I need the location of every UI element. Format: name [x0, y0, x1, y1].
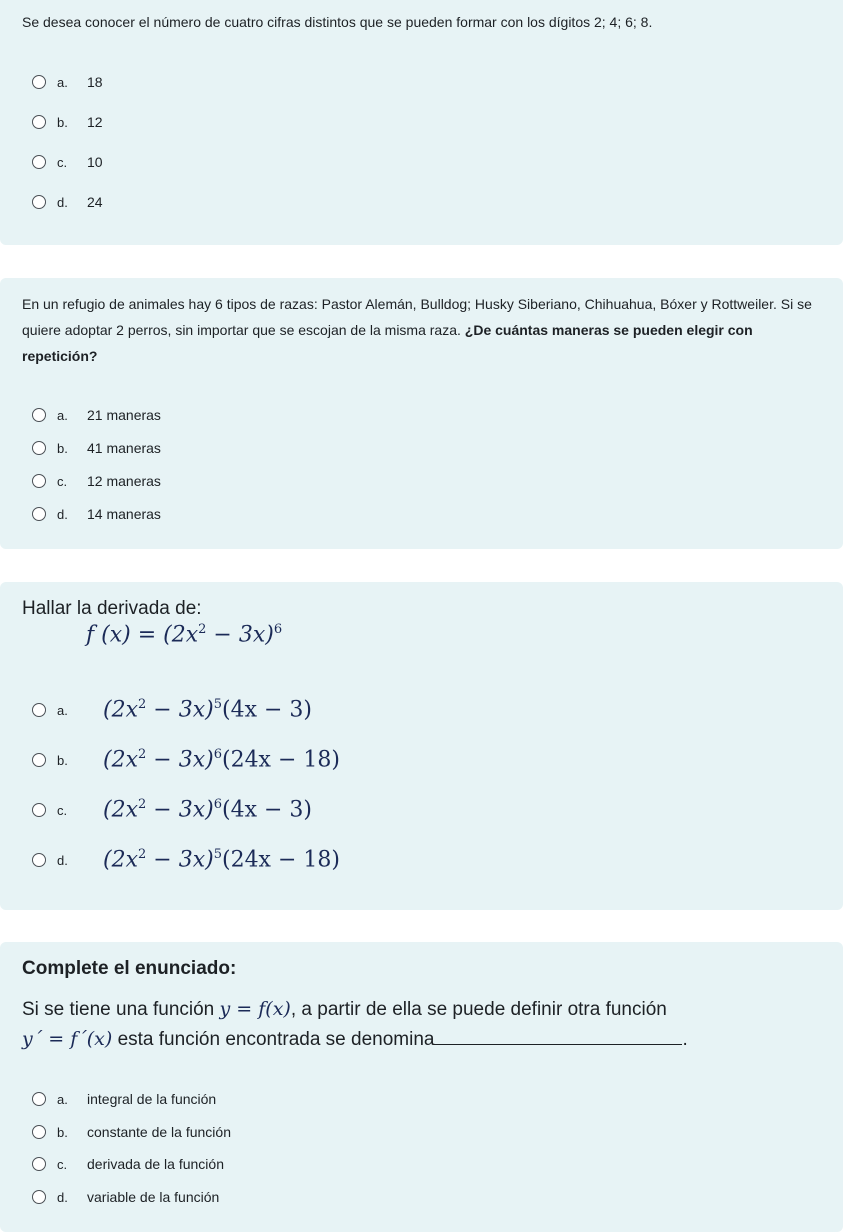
- radio-button[interactable]: [32, 803, 46, 817]
- radio-button[interactable]: [32, 155, 46, 169]
- line2-text: esta función encontrada se denomina: [112, 1029, 435, 1050]
- function-exponent: 6: [273, 622, 283, 637]
- option-c[interactable]: [32, 151, 103, 173]
- option-factor: (24x − 18): [221, 847, 340, 873]
- question-heading: Hallar la derivada de:: [22, 598, 202, 619]
- option-a[interactable]: [32, 404, 161, 426]
- question-text-bold: ¿De cuántas maneras se pueden elegir con repetición?: [22, 322, 753, 364]
- radio-button[interactable]: [32, 1125, 46, 1139]
- radio-button[interactable]: [32, 853, 46, 867]
- radio-button[interactable]: [32, 1157, 46, 1171]
- option-d[interactable]: [32, 191, 103, 213]
- option-text: 41 maneras: [87, 440, 161, 456]
- option-c[interactable]: [32, 792, 312, 828]
- option-exponent: 5: [213, 847, 222, 863]
- option-text: constante de la función: [87, 1124, 231, 1140]
- option-b[interactable]: [32, 1121, 231, 1143]
- function-label: f (x) =: [86, 622, 164, 648]
- question-card-4: [0, 942, 843, 1232]
- option-expression: $(2x^2 - 3x)^6(4x - 3)$: [103, 797, 312, 823]
- function-square: 2: [198, 622, 207, 637]
- option-a[interactable]: [32, 692, 312, 728]
- function-expression: [86, 622, 282, 647]
- option-b[interactable]: [32, 437, 161, 459]
- option-d[interactable]: [32, 842, 340, 878]
- radio-button[interactable]: [32, 753, 46, 767]
- question-text: [22, 291, 825, 369]
- option-letter: b.: [57, 1124, 68, 1140]
- line1-text-b: , a partir de ella se puede definir otra función: [290, 999, 667, 1020]
- heading-text: Complete el enunciado:: [22, 958, 237, 979]
- option-expression: $(2x^2 - 3x)^5(24x - 18)$: [103, 847, 340, 873]
- option-factor: (24x − 18): [221, 747, 340, 773]
- option-letter: c.: [57, 1156, 68, 1172]
- line2-end: .: [682, 1029, 688, 1050]
- radio-button[interactable]: [32, 195, 46, 209]
- radio-button[interactable]: [32, 1190, 46, 1204]
- option-b[interactable]: [32, 742, 340, 778]
- option-text: 14 maneras: [87, 506, 161, 522]
- option-letter: a.: [57, 407, 68, 423]
- radio-button[interactable]: [32, 408, 46, 422]
- option-text: derivada de la función: [87, 1156, 224, 1172]
- option-factor: (4x − 3): [221, 797, 312, 823]
- option-letter: d.: [57, 506, 68, 522]
- radio-button[interactable]: [32, 703, 46, 717]
- question-card-2: [0, 278, 843, 549]
- option-c[interactable]: [32, 1153, 224, 1175]
- question-card-3: [0, 582, 843, 910]
- option-letter: c.: [57, 802, 68, 818]
- question-text: Se desea conocer el número de cuatro cifras distintos que se pueden formar con los dígitos 2; 4; 6; 8.: [22, 14, 653, 30]
- radio-button[interactable]: [32, 1092, 46, 1106]
- option-expression: $(2x^2 - 3x)^5(4x - 3)$: [103, 697, 312, 723]
- question-line-1: [22, 996, 825, 1023]
- function-mid: − 3x): [206, 622, 274, 648]
- option-text: 24: [87, 194, 103, 210]
- option-letter: b.: [57, 114, 68, 130]
- line1-math: y = f(x): [219, 998, 291, 1020]
- question-heading: [22, 956, 825, 982]
- option-a[interactable]: [32, 1088, 216, 1110]
- radio-button[interactable]: [32, 474, 46, 488]
- option-expression: $(2x^2 - 3x)^6(24x - 18)$: [103, 747, 340, 773]
- option-exponent: 5: [213, 697, 222, 713]
- line1-text-a: Si se tiene una función: [22, 999, 220, 1020]
- question-line-2: [22, 1026, 825, 1053]
- option-a[interactable]: [32, 71, 103, 93]
- radio-button[interactable]: [32, 115, 46, 129]
- option-b[interactable]: [32, 111, 103, 133]
- answer-blank: [434, 1030, 682, 1045]
- option-text: 12: [87, 114, 103, 130]
- option-text: 21 maneras: [87, 407, 161, 423]
- question-text-plain: En un refugio de animales hay 6 tipos de razas: Pastor Alemán, Bulldog; Husky Siberiano, Chihuahua, Bóxer y Rottweiler. Si se quiere adoptar 2 perros, sin importar que se escojan de la misma raza.: [22, 296, 812, 338]
- option-letter: b.: [57, 752, 68, 768]
- radio-button[interactable]: [32, 441, 46, 455]
- option-d[interactable]: [32, 1186, 219, 1208]
- option-factor: (4x − 3): [221, 697, 312, 723]
- option-letter: a.: [57, 702, 68, 718]
- option-letter: c.: [57, 473, 68, 489]
- option-letter: d.: [57, 194, 68, 210]
- option-d[interactable]: [32, 503, 161, 525]
- option-c[interactable]: [32, 470, 161, 492]
- option-text: integral de la función: [87, 1091, 217, 1107]
- option-letter: d.: [57, 852, 68, 868]
- option-exponent: 6: [213, 747, 222, 763]
- radio-button[interactable]: [32, 75, 46, 89]
- option-letter: b.: [57, 440, 68, 456]
- question-card-1: [0, 0, 843, 245]
- option-letter: a.: [57, 74, 68, 90]
- radio-button[interactable]: [32, 507, 46, 521]
- option-text: variable de la función: [87, 1189, 220, 1205]
- option-text: 12 maneras: [87, 473, 161, 489]
- option-text: 18: [87, 74, 103, 90]
- line2-math: y´ = f´(x): [22, 1028, 113, 1050]
- option-exponent: 6: [213, 797, 222, 813]
- option-letter: a.: [57, 1091, 68, 1107]
- option-text: 10: [87, 154, 103, 170]
- option-letter: c.: [57, 154, 68, 170]
- option-letter: d.: [57, 1189, 68, 1205]
- function-base: (2x: [163, 622, 199, 648]
